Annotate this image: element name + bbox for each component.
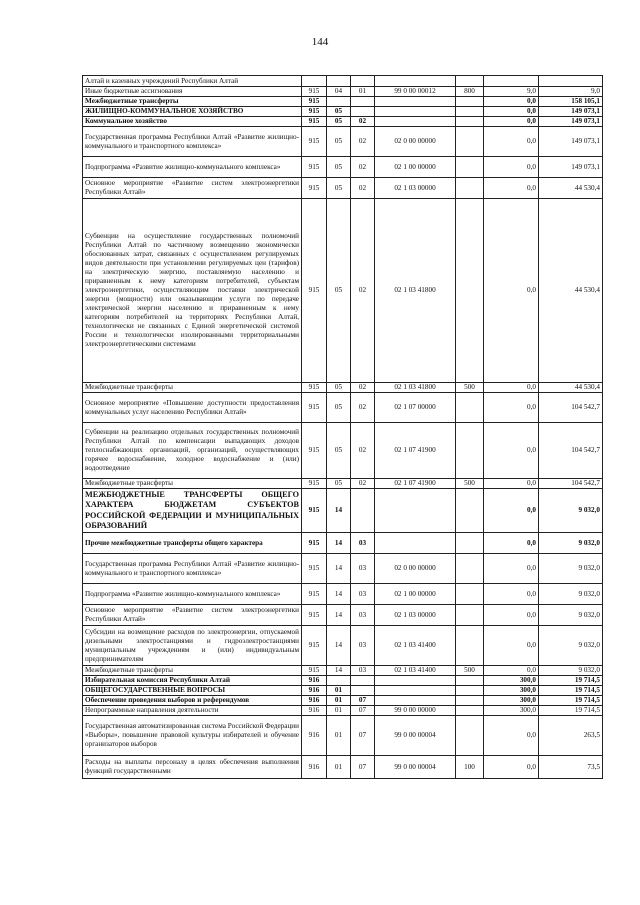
sum-2-cell: 158 105,1: [539, 97, 603, 107]
csr-cell: [375, 676, 456, 686]
sum-2-cell: 104 542,7: [539, 479, 603, 489]
glv-cell: 915: [302, 199, 327, 383]
row-name-cell: Межбюджетные трансферты: [83, 97, 302, 107]
rz-cell: 05: [327, 393, 351, 423]
sum-2-cell: 9 032,0: [539, 554, 603, 584]
vr-cell: 100: [456, 756, 484, 779]
row-name-cell: Коммунальное хозяйство: [83, 117, 302, 127]
vr-cell: 500: [456, 666, 484, 676]
vr-cell: [456, 97, 484, 107]
sum-1-cell: 300,0: [484, 706, 539, 716]
pr-cell: [351, 76, 375, 87]
rz-cell: 05: [327, 117, 351, 127]
pr-cell: 02: [351, 393, 375, 423]
rz-cell: 05: [327, 383, 351, 393]
sum-2-cell: 19 714,5: [539, 696, 603, 706]
rz-cell: [327, 97, 351, 107]
table-row: [83, 686, 603, 696]
vr-cell: [456, 489, 484, 533]
rz-cell: 05: [327, 479, 351, 489]
csr-cell: [375, 533, 456, 554]
table-row: [83, 479, 603, 489]
sum-1-cell: 300,0: [484, 696, 539, 706]
vr-cell: [456, 178, 484, 199]
pr-cell: [351, 97, 375, 107]
sum-2-cell: 73,5: [539, 756, 603, 779]
csr-cell: 02 1 00 00000: [375, 584, 456, 605]
vr-cell: [456, 117, 484, 127]
glv-cell: 915: [302, 87, 327, 97]
row-name-cell: Избирательная комиссия Республики Алтай: [83, 676, 302, 686]
glv-cell: 915: [302, 383, 327, 393]
rz-cell: 05: [327, 107, 351, 117]
csr-cell: 99 0 00 00004: [375, 756, 456, 779]
glv-cell: 915: [302, 97, 327, 107]
sum-1-cell: 0,0: [484, 199, 539, 383]
sum-1-cell: 0,0: [484, 716, 539, 756]
vr-cell: [456, 157, 484, 178]
pr-cell: [351, 686, 375, 696]
glv-cell: [302, 76, 327, 87]
csr-cell: 99 0 00 00012: [375, 87, 456, 97]
sum-1-cell: 0,0: [484, 157, 539, 178]
rz-cell: 14: [327, 584, 351, 605]
pr-cell: 07: [351, 696, 375, 706]
csr-cell: 99 0 00 00004: [375, 716, 456, 756]
table-row: [83, 626, 603, 666]
row-name-cell: Основное мероприятие «Развитие систем электроэнергетики Республики Алтай»: [83, 605, 302, 626]
rz-cell: 14: [327, 626, 351, 666]
rz-cell: 14: [327, 489, 351, 533]
row-name-cell: Непрограммные направления деятельности: [83, 706, 302, 716]
sum-1-cell: 0,0: [484, 489, 539, 533]
sum-2-cell: 44 530,4: [539, 383, 603, 393]
vr-cell: [456, 393, 484, 423]
rz-cell: 05: [327, 157, 351, 178]
sum-2-cell: 149 073,1: [539, 117, 603, 127]
sum-1-cell: 0,0: [484, 107, 539, 117]
table-row: [83, 157, 603, 178]
csr-cell: [375, 97, 456, 107]
row-name-cell: Основное мероприятие «Развитие систем электроэнергетики Республики Алтай»: [83, 178, 302, 199]
sum-1-cell: 0,0: [484, 554, 539, 584]
vr-cell: [456, 696, 484, 706]
row-name-cell: Расходы на выплаты персоналу в целях обеспечения выполнения функций государственными: [83, 756, 302, 779]
csr-cell: 02 1 03 41400: [375, 626, 456, 666]
pr-cell: 07: [351, 716, 375, 756]
sum-1-cell: 9,0: [484, 87, 539, 97]
glv-cell: 916: [302, 676, 327, 686]
csr-cell: 02 1 07 41900: [375, 423, 456, 479]
csr-cell: 02 1 07 41900: [375, 479, 456, 489]
vr-cell: [456, 626, 484, 666]
glv-cell: 915: [302, 489, 327, 533]
rz-cell: 01: [327, 706, 351, 716]
csr-cell: 99 0 00 00000: [375, 706, 456, 716]
table-row: [83, 716, 603, 756]
table-row: [83, 756, 603, 779]
table-row: [83, 127, 603, 157]
csr-cell: 02 1 03 41800: [375, 383, 456, 393]
sum-1-cell: [484, 76, 539, 87]
sum-1-cell: 300,0: [484, 686, 539, 696]
row-name-cell: Субвенции на осуществление государственных полномочий Республики Алтай по частичному возмещению экономически обоснованных затрат, связанных с осуществлением регулируемых видов деятельности при установлении регулируемых цен (тарифов) на электрическую энергию, поставляемую населению и приравненным к нему категориям потребителей, субъектам электроэнергетики, осуществляющим поставки электрической энергии (мощности) или оказывающим услуги по передаче электрической энергии населению и приравненным к нему категориям потребителей на территориях Республики Алтай, технологически не связанных с Единой энергетической системой России и технологически изолированными территориальными электроэнергетическими системами: [83, 199, 302, 383]
sum-1-cell: 0,0: [484, 626, 539, 666]
glv-cell: 915: [302, 584, 327, 605]
table-row: [83, 76, 603, 87]
pr-cell: 02: [351, 117, 375, 127]
csr-cell: 02 1 03 41800: [375, 199, 456, 383]
table-row: [83, 423, 603, 479]
sum-2-cell: 104 542,7: [539, 393, 603, 423]
sum-2-cell: 9 032,0: [539, 605, 603, 626]
sum-2-cell: 19 714,5: [539, 686, 603, 696]
vr-cell: 800: [456, 87, 484, 97]
row-name-cell: Подпрограмма «Развитие жилищно-коммунального комплекса»: [83, 584, 302, 605]
glv-cell: 915: [302, 666, 327, 676]
sum-1-cell: 0,0: [484, 423, 539, 479]
pr-cell: 03: [351, 626, 375, 666]
glv-cell: 915: [302, 605, 327, 626]
sum-2-cell: 9 032,0: [539, 489, 603, 533]
table-row: [83, 393, 603, 423]
sum-1-cell: 0,0: [484, 479, 539, 489]
table-row: [83, 117, 603, 127]
rz-cell: 01: [327, 756, 351, 779]
row-name-cell: ЖИЛИЩНО-КОММУНАЛЬНОЕ ХОЗЯЙСТВО: [83, 107, 302, 117]
sum-1-cell: 0,0: [484, 393, 539, 423]
pr-cell: 07: [351, 706, 375, 716]
row-name-cell: Алтай и казенных учреждений Республики Алтай: [83, 76, 302, 87]
row-name-cell: Подпрограмма «Развитие жилищно-коммунального комплекса»: [83, 157, 302, 178]
pr-cell: 03: [351, 584, 375, 605]
table-row: [83, 383, 603, 393]
glv-cell: 915: [302, 117, 327, 127]
rz-cell: 01: [327, 716, 351, 756]
sum-1-cell: 0,0: [484, 756, 539, 779]
pr-cell: [351, 676, 375, 686]
row-name-cell: Государственная программа Республики Алтай «Развитие жилищно-коммунального и транспортного комплекса»: [83, 554, 302, 584]
pr-cell: 03: [351, 554, 375, 584]
table-row: [83, 666, 603, 676]
sum-1-cell: 0,0: [484, 117, 539, 127]
csr-cell: 02 1 03 41400: [375, 666, 456, 676]
table-row: [83, 533, 603, 554]
table-row: [83, 554, 603, 584]
sum-2-cell: 9 032,0: [539, 584, 603, 605]
table-row: [83, 87, 603, 97]
pr-cell: 02: [351, 178, 375, 199]
vr-cell: [456, 107, 484, 117]
glv-cell: 916: [302, 716, 327, 756]
pr-cell: 02: [351, 199, 375, 383]
pr-cell: [351, 489, 375, 533]
glv-cell: 915: [302, 157, 327, 178]
sum-2-cell: 104 542,7: [539, 423, 603, 479]
row-name-cell: МЕЖБЮДЖЕТНЫЕ ТРАНСФЕРТЫ ОБЩЕГО ХАРАКТЕРА БЮДЖЕТАМ СУБЪЕКТОВ РОССИЙСКОЙ ФЕДЕРАЦИИ И МУНИЦИПАЛЬНЫХ ОБРАЗОВАНИЙ: [83, 489, 302, 533]
csr-cell: 02 1 00 00000: [375, 157, 456, 178]
vr-cell: 500: [456, 479, 484, 489]
pr-cell: 02: [351, 157, 375, 178]
sum-2-cell: [539, 76, 603, 87]
pr-cell: [351, 107, 375, 117]
sum-1-cell: 0,0: [484, 97, 539, 107]
page-number: 144: [311, 36, 329, 48]
sum-2-cell: 9 032,0: [539, 533, 603, 554]
glv-cell: 915: [302, 127, 327, 157]
pr-cell: 07: [351, 756, 375, 779]
glv-cell: 915: [302, 423, 327, 479]
sum-1-cell: 0,0: [484, 666, 539, 676]
rz-cell: 05: [327, 423, 351, 479]
glv-cell: 915: [302, 393, 327, 423]
vr-cell: 500: [456, 383, 484, 393]
sum-1-cell: 0,0: [484, 533, 539, 554]
sum-1-cell: 0,0: [484, 383, 539, 393]
rz-cell: 14: [327, 533, 351, 554]
sum-2-cell: 9 032,0: [539, 626, 603, 666]
sum-2-cell: 9,0: [539, 87, 603, 97]
row-name-cell: Иные бюджетные ассигнования: [83, 87, 302, 97]
glv-cell: 915: [302, 479, 327, 489]
vr-cell: [456, 554, 484, 584]
sum-2-cell: 19 714,5: [539, 706, 603, 716]
row-name-cell: Государственная автоматизированная система Российской Федерации «Выборы», повышение правовой культуры избирателей и обучение организаторов выборов: [83, 716, 302, 756]
vr-cell: [456, 127, 484, 157]
vr-cell: [456, 605, 484, 626]
csr-cell: 02 1 07 00000: [375, 393, 456, 423]
sum-2-cell: 149 073,1: [539, 127, 603, 157]
row-name-cell: Межбюджетные трансферты: [83, 666, 302, 676]
glv-cell: 915: [302, 107, 327, 117]
rz-cell: 05: [327, 178, 351, 199]
rz-cell: 01: [327, 696, 351, 706]
table-row: [83, 676, 603, 686]
row-name-cell: ОБЩЕГОСУДАРСТВЕННЫЕ ВОПРОСЫ: [83, 686, 302, 696]
glv-cell: 915: [302, 178, 327, 199]
pr-cell: 03: [351, 605, 375, 626]
rz-cell: 14: [327, 666, 351, 676]
sum-2-cell: 263,5: [539, 716, 603, 756]
sum-2-cell: 19 714,5: [539, 676, 603, 686]
table-row: [83, 605, 603, 626]
sum-1-cell: 300,0: [484, 676, 539, 686]
glv-cell: 916: [302, 696, 327, 706]
rz-cell: [327, 676, 351, 686]
csr-cell: [375, 489, 456, 533]
vr-cell: [456, 686, 484, 696]
row-name-cell: Межбюджетные трансферты: [83, 479, 302, 489]
row-name-cell: Межбюджетные трансферты: [83, 383, 302, 393]
glv-cell: 916: [302, 706, 327, 716]
table-row: [83, 178, 603, 199]
vr-cell: [456, 584, 484, 605]
sum-2-cell: 149 073,1: [539, 107, 603, 117]
vr-cell: [456, 423, 484, 479]
sum-1-cell: 0,0: [484, 127, 539, 157]
rz-cell: 04: [327, 87, 351, 97]
pr-cell: 01: [351, 87, 375, 97]
glv-cell: 915: [302, 533, 327, 554]
pr-cell: 02: [351, 383, 375, 393]
sum-1-cell: 0,0: [484, 605, 539, 626]
rz-cell: 01: [327, 686, 351, 696]
sum-2-cell: 44 530,4: [539, 199, 603, 383]
table-row: [83, 107, 603, 117]
pr-cell: 02: [351, 127, 375, 157]
vr-cell: [456, 199, 484, 383]
csr-cell: [375, 107, 456, 117]
vr-cell: [456, 676, 484, 686]
vr-cell: [456, 716, 484, 756]
pr-cell: 03: [351, 666, 375, 676]
row-name-cell: Прочие межбюджетные трансферты общего характера: [83, 533, 302, 554]
row-name-cell: Субсидии на возмещение расходов по электроэнергии, отпускаемой дизельными электростанциями и гидроэлектростанциями муниципальным учреждениям и (или) индивидуальным предпринимателям: [83, 626, 302, 666]
row-name-cell: Основное мероприятие «Повышение доступности предоставления коммунальных услуг населению Республики Алтай»: [83, 393, 302, 423]
sum-2-cell: 44 530,4: [539, 178, 603, 199]
row-name-cell: Государственная программа Республики Алтай «Развитие жилищно-коммунального и транспортного комплекса»: [83, 127, 302, 157]
row-name-cell: Обеспечение проведения выборов и референдумов: [83, 696, 302, 706]
csr-cell: [375, 696, 456, 706]
glv-cell: 916: [302, 756, 327, 779]
csr-cell: [375, 76, 456, 87]
pr-cell: 02: [351, 479, 375, 489]
vr-cell: [456, 706, 484, 716]
vr-cell: [456, 76, 484, 87]
budget-table: [82, 75, 603, 779]
rz-cell: 14: [327, 554, 351, 584]
table-row: [83, 97, 603, 107]
vr-cell: [456, 533, 484, 554]
table-body: [83, 76, 603, 779]
sum-1-cell: 0,0: [484, 584, 539, 605]
csr-cell: [375, 117, 456, 127]
csr-cell: 02 0 00 00000: [375, 554, 456, 584]
sum-1-cell: 0,0: [484, 178, 539, 199]
csr-cell: 02 1 03 00000: [375, 605, 456, 626]
pr-cell: 02: [351, 423, 375, 479]
csr-cell: 02 0 00 00000: [375, 127, 456, 157]
glv-cell: 915: [302, 626, 327, 666]
pr-cell: 03: [351, 533, 375, 554]
csr-cell: [375, 686, 456, 696]
rz-cell: [327, 76, 351, 87]
table-row: [83, 706, 603, 716]
csr-cell: 02 1 03 00000: [375, 178, 456, 199]
rz-cell: 05: [327, 127, 351, 157]
rz-cell: 05: [327, 199, 351, 383]
table-row: [83, 584, 603, 605]
sum-2-cell: 9 032,0: [539, 666, 603, 676]
glv-cell: 916: [302, 686, 327, 696]
rz-cell: 14: [327, 605, 351, 626]
table-row: [83, 489, 603, 533]
row-name-cell: Субвенции на реализацию отдельных государственных полномочий Республики Алтай по компенсации выпадающих доходов теплоснабжающих организаций, организаций, осуществляющих горячее водоснабжение, холодное водоснабжение и (или) водоотведение: [83, 423, 302, 479]
table-row: [83, 696, 603, 706]
sum-2-cell: 149 073,1: [539, 157, 603, 178]
table-row: [83, 199, 603, 383]
glv-cell: 915: [302, 554, 327, 584]
